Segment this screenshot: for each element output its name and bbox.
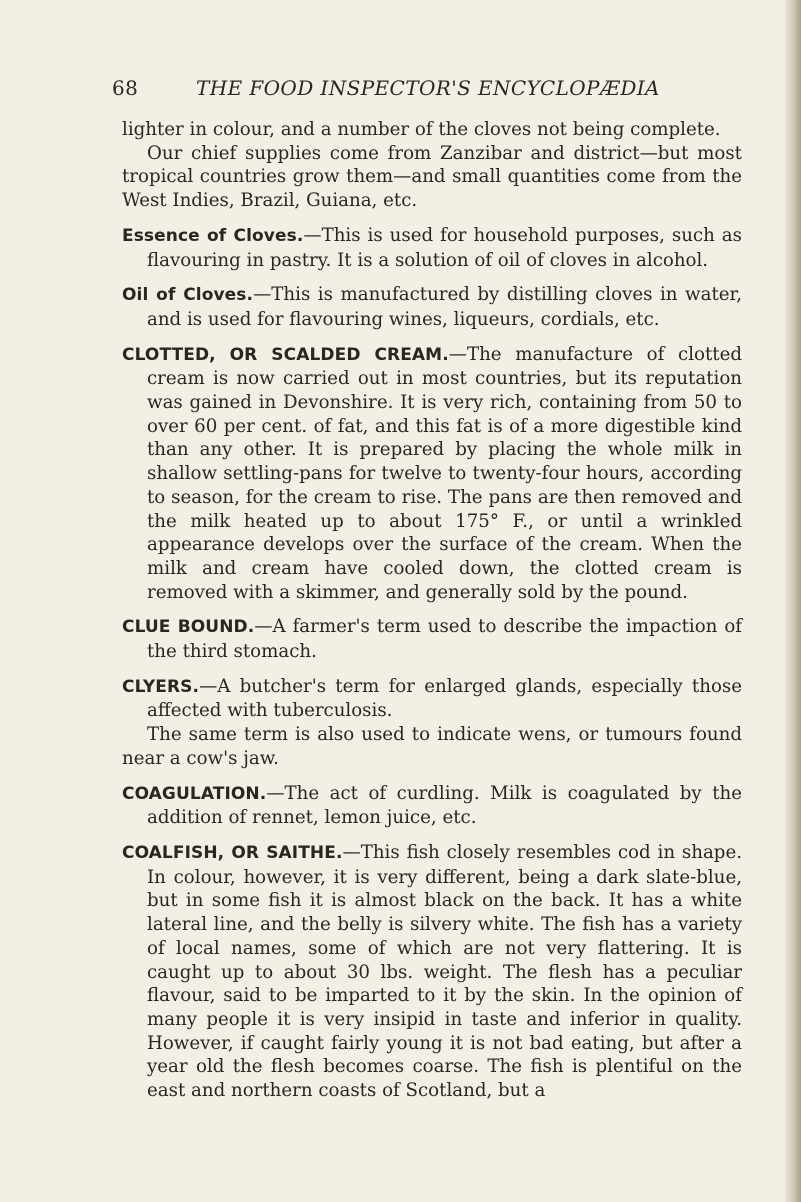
entry-essence-of-cloves — [122, 224, 742, 272]
entry-text: —The act of curdling. Milk is coagulated by the addition of rennet, lemon juice, etc. — [147, 782, 742, 829]
entry-headword: COAGULATION. — [122, 783, 267, 804]
entry-clotted-cream — [122, 343, 742, 605]
page-edge-shadow — [785, 0, 801, 1202]
entry-headword: CLOTTED, OR SCALDED CREAM. — [122, 344, 449, 365]
entry-headword: CLYERS. — [122, 676, 200, 697]
entry-coalfish — [122, 841, 742, 1103]
entry-headword: COALFISH, OR SAITHE. — [122, 842, 343, 863]
entry-text: —This is manufactured by distilling cloves in water, and is used for flavouring wines, liqueurs, cordials, etc. — [147, 284, 742, 330]
entry-headword: Essence of Cloves. — [122, 225, 304, 246]
paragraph-text: Our chief supplies come from Zanzibar and district—but most tropical countries grow them—and small quantities come from the West Indies, Brazil, Guiana, etc. — [122, 142, 742, 212]
paragraph-cloves-supplies — [122, 142, 742, 213]
paragraph-text: lighter in colour, and a number of the cloves not being complete. — [122, 119, 721, 140]
entry-text: —A farmer's term used to describe the impaction of the third stomach. — [147, 616, 742, 663]
entry-text: —The manufacture of clotted cream is now carried out in most countries, but its reputation was gained in Devonshire. It is very rich, containing from 50 to over 60 per cent. of fat, and this fat is of a more digestible kind than any other. It is prepared by placing the whole milk in shallow settling-pans for twelve to twenty-four hours, according to season, for the cream to rise. The pans are then removed and the milk heated up to about 175° F., or until a wrinkled appearance develops over the surface of the cream. When the milk and cream have cooled down, the clotted cream is removed with a skimmer, and generally sold by the pound. — [147, 343, 742, 603]
running-title: THE FOOD INSPECTOR'S ENCYCLOPÆDIA — [196, 76, 660, 100]
body-text — [122, 118, 742, 1103]
entry-headword: CLUE BOUND. — [122, 617, 255, 638]
paragraph-text: The same term is also used to indicate wens, or tumours found near a cow's jaw. — [122, 724, 742, 769]
entry-clyers — [122, 675, 742, 723]
paragraph-cloves-continued — [122, 118, 742, 142]
running-header — [112, 76, 742, 106]
entry-text: —This is used for household purposes, such as flavouring in pastry. It is a solution of oil of cloves in alcohol. — [147, 224, 742, 271]
entry-text: —A butcher's term for enlarged glands, especially those affected with tuberculosis. — [147, 675, 742, 722]
paragraph-clyers-continued — [122, 723, 742, 770]
entry-clue-bound — [122, 615, 742, 663]
entry-headword: Oil of Cloves. — [122, 285, 254, 306]
page-number: 68 — [112, 76, 139, 100]
entry-coagulation — [122, 782, 742, 830]
entry-oil-of-cloves — [122, 283, 742, 331]
entry-text: —This fish closely resembles cod in shape. In colour, however, it is very different, being a dark slate-blue, but in some fish it is almost black on the back. It has a white lateral line, and the belly is silvery white. The fish has a variety of local names, some of which are not very flattering. It is caught up to about 30 lbs. weight. The flesh has a peculiar flavour, said to be imparted to it by the skin. In the opinion of many people it is very insipid in taste and inferior in quality. However, if caught fairly young it is not bad eating, but after a year old the flesh becomes coarse. The fish is plentiful on the east and northern coasts of Scotland, but a — [147, 841, 742, 1102]
